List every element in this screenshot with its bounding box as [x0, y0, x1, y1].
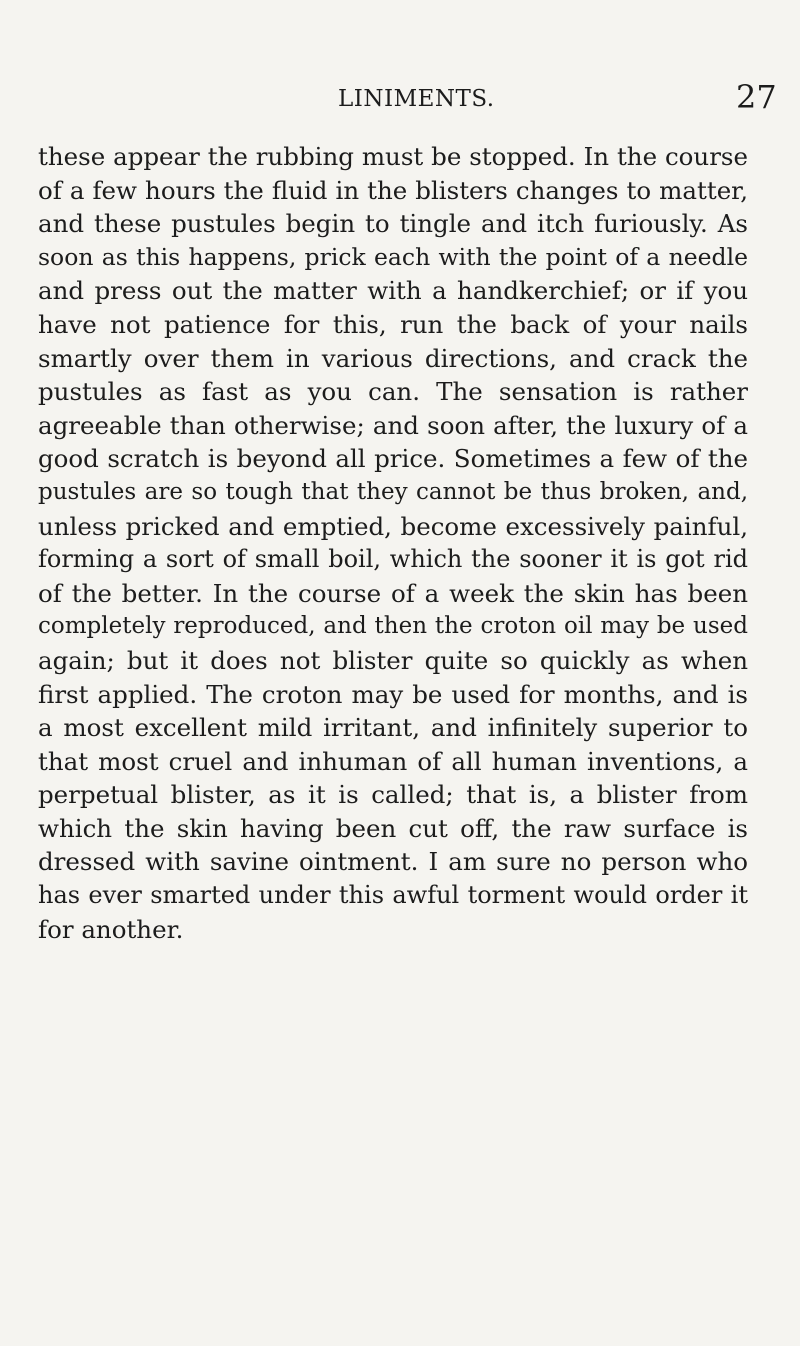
- text-line: first applied. The croton may be used for months, and is: [38, 679, 748, 709]
- text-line: smartly over them in various directions, and crack the: [38, 343, 748, 373]
- text-line: of the better. In the course of a week the skin has been: [38, 578, 748, 608]
- text-line: good scratch is beyond all price. Sometimes a few of the: [38, 444, 748, 474]
- text-line: unless pricked and emptied, become excessively painful,: [38, 511, 748, 541]
- text-line: agreeable than otherwise; and soon after, the luxury of a: [38, 410, 748, 440]
- text-line: have not patience for this, run the back of your nails: [38, 309, 748, 339]
- text-line: of a few hours the fluid in the blisters changes to matter,: [38, 175, 748, 205]
- text-line: for another.: [38, 914, 184, 944]
- text-line: a most excellent mild irritant, and infinitely superior to: [38, 713, 748, 743]
- text-line: completely reproduced, and then the croton oil may be used: [38, 613, 748, 640]
- text-line: dressed with savine ointment. I am sure no person who: [38, 847, 748, 877]
- text-line: perpetual blister, as it is called; that is, a blister from: [38, 780, 748, 810]
- text-line: which the skin having been cut off, the raw surface is: [38, 813, 748, 843]
- text-line: again; but it does not blister quite so quickly as when: [38, 645, 748, 675]
- text-line: pustules are so tough that they cannot be thus broken, and,: [38, 478, 748, 505]
- page-number: 27: [736, 78, 777, 116]
- running-title: LINIMENTS.: [338, 86, 495, 112]
- text-line: that most cruel and inhuman of all human inventions, a: [38, 746, 748, 776]
- text-line: and these pustules begin to tingle and itch furiously. As: [38, 209, 748, 239]
- text-line: and press out the matter with a handkerchief; or if you: [38, 276, 748, 306]
- text-line: soon as this happens, prick each with the point of a needle: [38, 242, 748, 271]
- text-line: these appear the rubbing must be stopped. In the course: [38, 142, 748, 171]
- text-line: has ever smarted under this awful torment would order it: [38, 881, 748, 910]
- text-line: pustules as fast as you can. The sensation is rather: [38, 377, 748, 407]
- text-line: forming a sort of small boil, which the sooner it is got rid: [38, 545, 748, 574]
- body-paragraph: [38, 140, 748, 946]
